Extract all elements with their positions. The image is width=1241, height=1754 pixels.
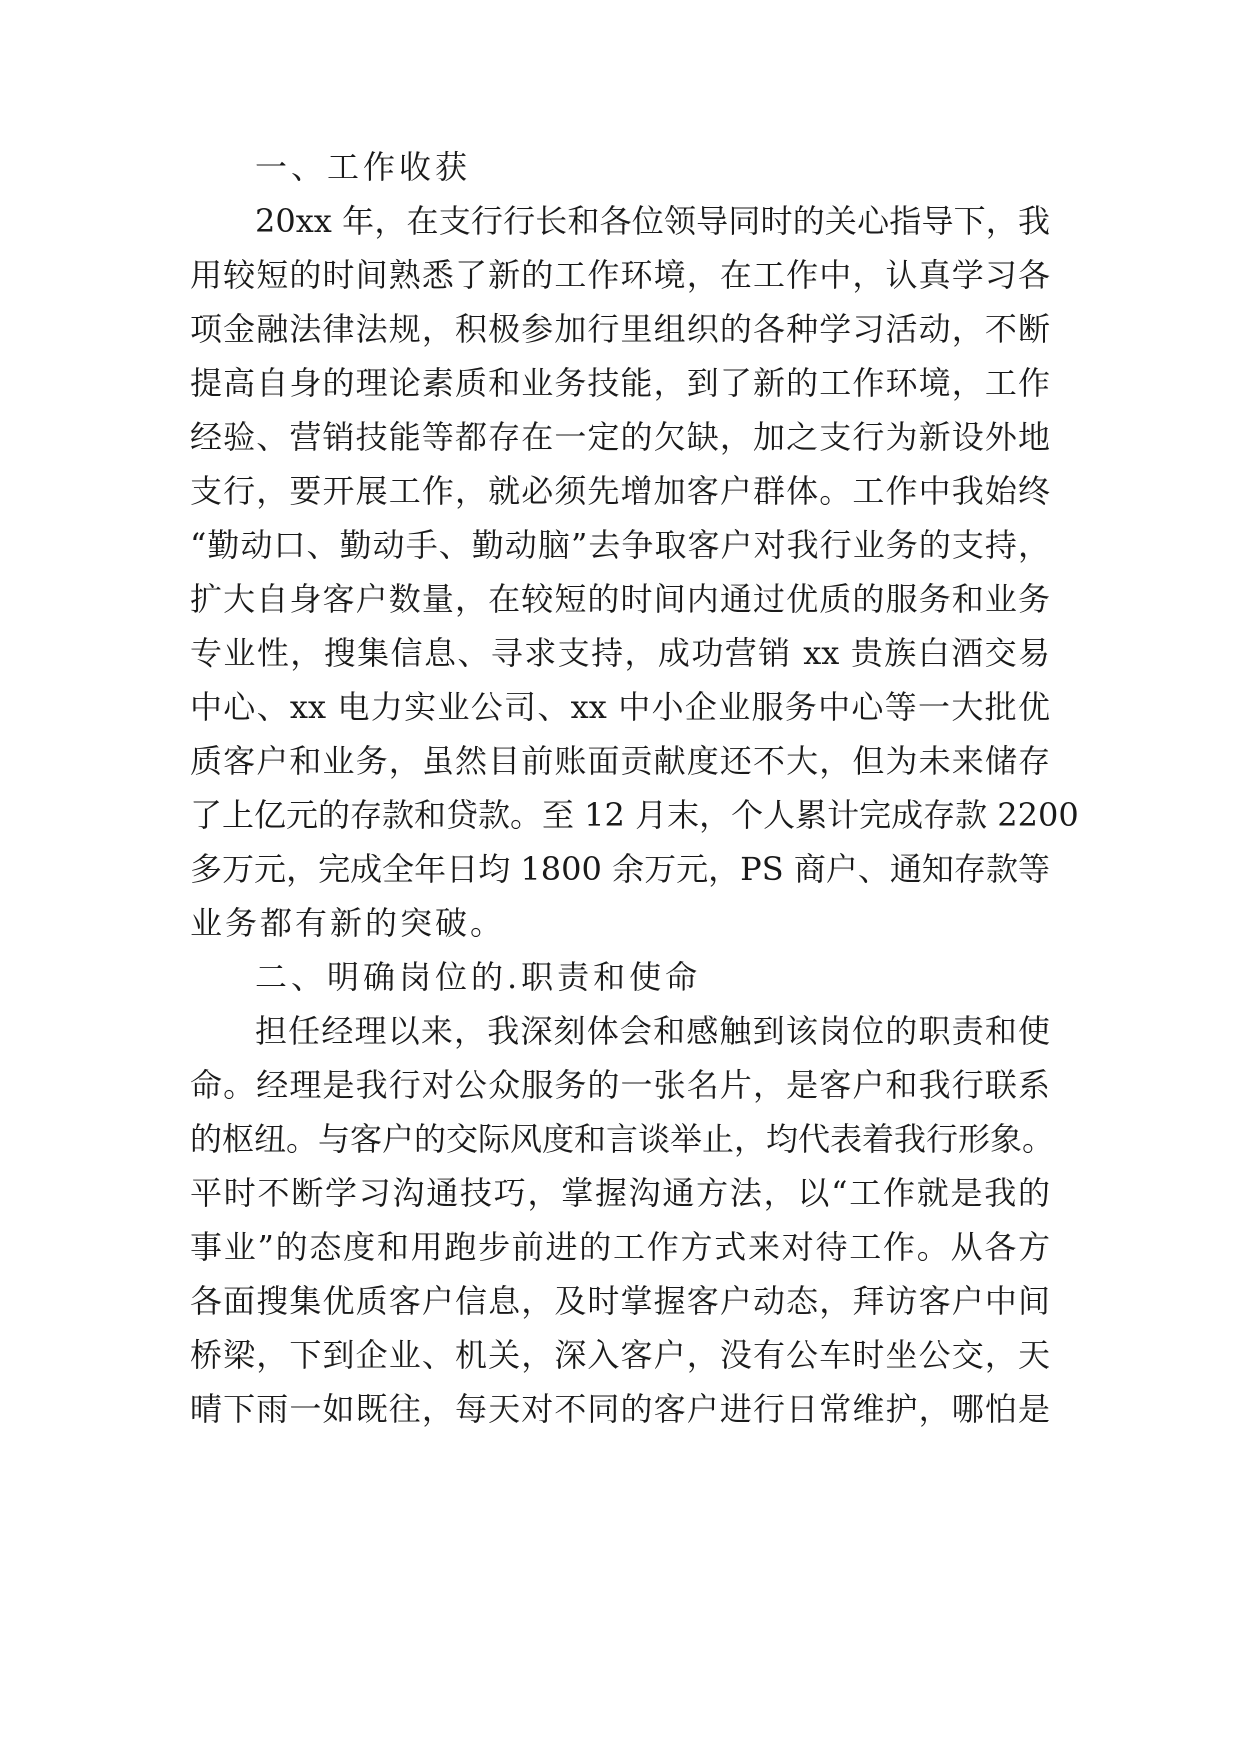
paragraph-line: 业务都有新的突破。 <box>190 904 506 942</box>
paragraph-line: 事业”的态度和用跑步前进的工作方式来对待工作。从各方 <box>190 1228 1050 1266</box>
paragraph-line: “勤动口、勤动手、勤动脑”去争取客户对我行业务的支持， <box>190 526 1050 564</box>
paragraph-line: 提高自身的理论素质和业务技能，到了新的工作环境，工作 <box>190 364 1050 402</box>
paragraph-line: 的枢纽。与客户的交际风度和言谈举止，均代表着我行形象。 <box>190 1120 1055 1158</box>
paragraph-line: 中心、xx 电力实业公司、xx 中小企业服务中心等一大批优 <box>190 688 1050 726</box>
paragraph-line: 经验、营销技能等都存在一定的欠缺，加之支行为新设外地 <box>190 418 1050 456</box>
paragraph-line: 扩大自身客户数量，在较短的时间内通过优质的服务和业务 <box>190 580 1050 618</box>
paragraph-line: 各面搜集优质客户信息，及时掌握客户动态，拜访客户中间 <box>190 1282 1050 1320</box>
paragraph-line: 用较短的时间熟悉了新的工作环境，在工作中，认真学习各 <box>190 256 1050 294</box>
paragraph-line: 担任经理以来，我深刻体会和感触到该岗位的职责和使 <box>255 1012 1050 1050</box>
section-heading: 一、工作收获 <box>255 148 472 186</box>
paragraph-line: 20xx 年，在支行行长和各位领导同时的关心指导下，我 <box>255 202 1050 240</box>
paragraph-line: 专业性，搜集信息、寻求支持，成功营销 xx 贵族白酒交易 <box>190 634 1050 672</box>
paragraph-line: 命。经理是我行对公众服务的一张名片，是客户和我行联系 <box>190 1066 1050 1104</box>
paragraph-line: 平时不断学习沟通技巧，掌握沟通方法，以“工作就是我的 <box>190 1174 1050 1212</box>
paragraph-line: 晴下雨一如既往，每天对不同的客户进行日常维护，哪怕是 <box>190 1390 1050 1428</box>
section-heading: 二、明确岗位的.职责和使命 <box>255 958 702 996</box>
paragraph-line: 多万元，完成全年日均 1800 余万元，PS 商户、通知存款等 <box>190 850 1050 888</box>
paragraph-line: 桥梁，下到企业、机关，深入客户，没有公车时坐公交，天 <box>190 1336 1050 1374</box>
paragraph-line: 项金融法律法规，积极参加行里组织的各种学习活动，不断 <box>190 310 1050 348</box>
paragraph-line: 质客户和业务，虽然目前账面贡献度还不大，但为未来储存 <box>190 742 1050 780</box>
paragraph-line: 了上亿元的存款和贷款。至 12 月末，个人累计完成存款 2200 <box>190 796 1079 834</box>
paragraph-line: 支行，要开展工作，就必须先增加客户群体。工作中我始终 <box>190 472 1050 510</box>
